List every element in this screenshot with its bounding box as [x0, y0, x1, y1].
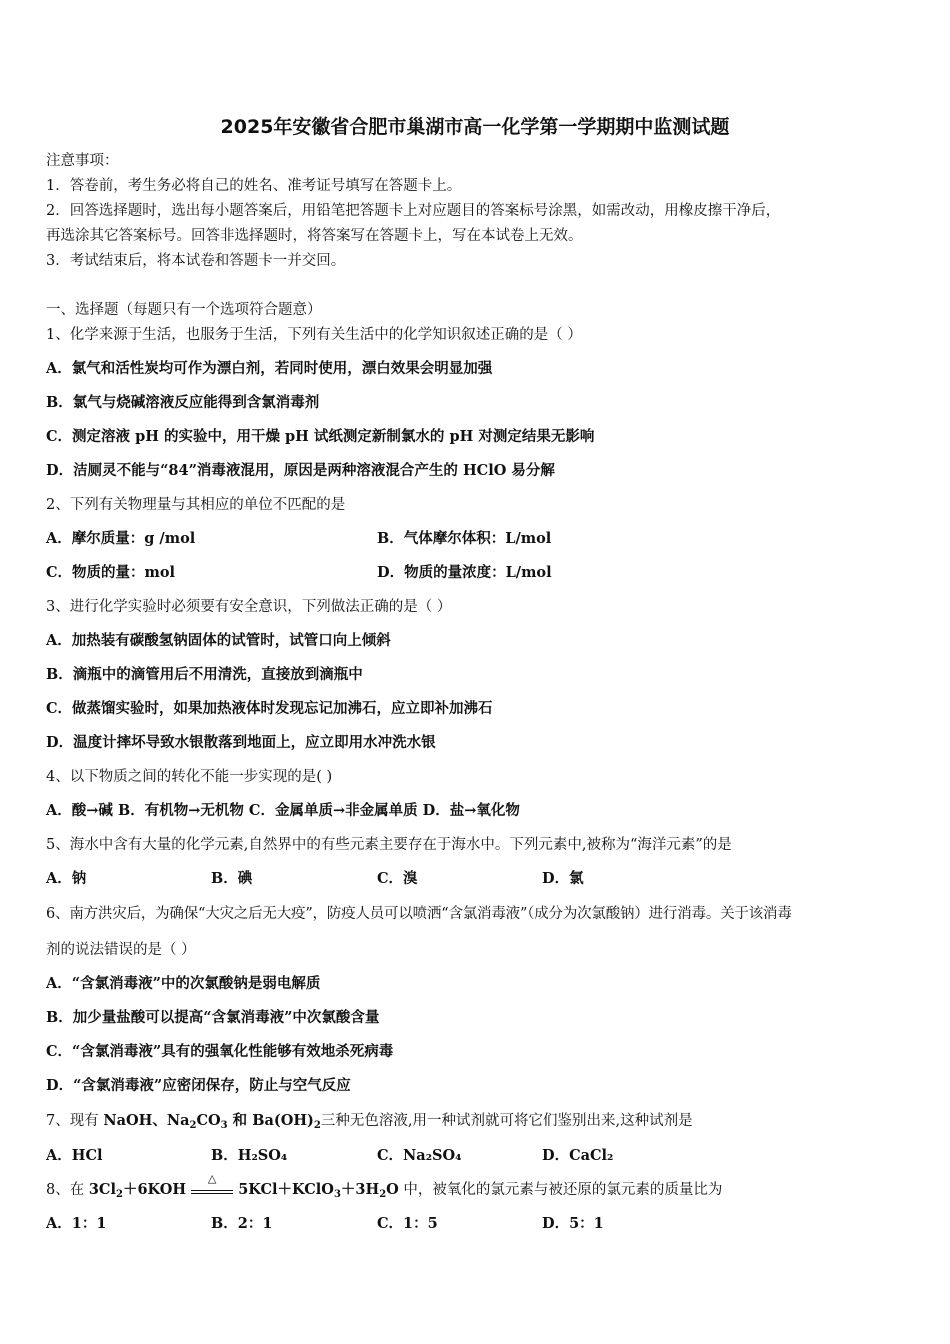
- q7-option-d: D．CaCl₂: [542, 1147, 614, 1164]
- heat-symbol: △: [207, 1172, 217, 1185]
- q6-option-c: C．“含氯消毒液”具有的强氧化性能够有效地杀死病毒: [46, 1043, 394, 1060]
- q1-option-d: D．洁厕灵不能与“84”消毒液混用，原因是两种溶液混合产生的 HClO 易分解: [46, 462, 555, 479]
- q1-option-c: C．测定溶液 pH 的实验中，用干燥 pH 试纸测定新制氯水的 pH 对测定结果无影响: [46, 428, 595, 445]
- q7-option-a: A．HCl: [46, 1147, 103, 1164]
- q8-option-b: B．2：1: [211, 1215, 273, 1232]
- section-heading: 一、选择题（每题只有一个选项符合题意）: [46, 302, 322, 318]
- q7-formula: NaOH、$Na_2CO_3$ 和 $Ba(OH)_2$: [103, 1112, 321, 1131]
- q8-option-a: A．1：1: [46, 1215, 107, 1232]
- q8-stem: [46, 1172, 723, 1205]
- q1-option-a: A．氯气和活性炭均可作为漂白剂，若同时使用，漂白效果会明显加强: [46, 360, 493, 377]
- q3-option-a: A．加热装有碳酸氢钠固体的试管时，试管口向上倾斜: [46, 632, 391, 649]
- notice-item-3: 3．考试结束后，将本试卷和答题卡一并交回。: [46, 253, 346, 269]
- q5-option-a: A．钠: [46, 870, 87, 887]
- q6-stem-line1: 6、南方洪灾后，为确保“大灾之后无大疫”，防疫人员可以喷洒“含氯消毒液”（成分为次氯酸钠）进行消毒。关于该消毒: [46, 906, 792, 922]
- q7-stem-suffix: 三种无色溶液,用一种试剂就可将它们鉴别出来,这种试剂是: [320, 1113, 693, 1129]
- q6-stem-line2: 剂的说法错误的是（ ）: [46, 942, 196, 958]
- q8-equation: $3Cl_2+6KOH$ △ $5KCl+KClO_3+3H_2O$: [89, 1181, 399, 1198]
- q2-option-a: A．摩尔质量：g /mol: [46, 530, 196, 547]
- q4-stem: 4、以下物质之间的转化不能一步实现的是( ): [46, 769, 333, 785]
- q8-option-c: C．1：5: [377, 1215, 438, 1232]
- q5-option-c: C．溴: [377, 870, 418, 887]
- q4-options: A．酸→碱 B．有机物→无机物 C．金属单质→非金属单质 D．盐→氧化物: [46, 802, 520, 819]
- q7-option-c: C．Na₂SO₄: [377, 1147, 462, 1164]
- q8-stem-prefix: 8、在: [46, 1182, 89, 1198]
- q2-stem: 2、下列有关物理量与其相应的单位不匹配的是: [46, 497, 346, 513]
- q1-stem: 1、化学来源于生活，也服务于生活，下列有关生活中的化学知识叙述正确的是（ ）: [46, 327, 582, 343]
- notice-item-1: 1．答卷前，考生务必将自己的姓名、准考证号填写在答题卡上。: [46, 178, 462, 194]
- q2-option-b: B．气体摩尔体积：L/mol: [377, 530, 552, 547]
- q8-option-d: D．5：1: [542, 1215, 604, 1232]
- q3-option-c: C．做蒸馏实验时，如果加热液体时发现忘记加沸石，应立即补加沸石: [46, 700, 493, 717]
- q5-option-b: B．碘: [211, 870, 253, 887]
- q7-stem: [46, 1111, 693, 1136]
- heat-arrow: [191, 1172, 233, 1194]
- q7-option-b: B．H₂SO₄: [211, 1147, 288, 1164]
- q7-stem-prefix: 7、现有: [46, 1113, 104, 1129]
- q6-option-b: B．加少量盐酸可以提高“含氯消毒液”中次氯酸含量: [46, 1009, 380, 1026]
- q8-stem-suffix: 中，被氧化的氯元素与被还原的氯元素的质量比为: [398, 1182, 723, 1198]
- q5-option-d: D．氯: [542, 870, 584, 887]
- q6-option-d: D．“含氯消毒液”应密闭保存，防止与空气反应: [46, 1077, 351, 1094]
- page-title: 2025年安徽省合肥市巢湖市高一化学第一学期期中监测试题: [220, 116, 730, 138]
- q3-option-d: D．温度计摔坏导致水银散落到地面上，应立即用水冲洗水银: [46, 734, 436, 751]
- notice-heading: 注意事项：: [46, 153, 119, 169]
- notice-item-2: 2．回答选择题时，选出每小题答案后，用铅笔把答题卡上对应题目的答案标号涂黑，如需改动，用橡皮擦干净后，: [46, 203, 781, 219]
- notice-item-2-cont: 再选涂其它答案标号。回答非选择题时，将答案写在答题卡上，写在本试卷上无效。: [46, 228, 583, 244]
- q5-stem: 5、海水中含有大量的化学元素,自然界中的有些元素主要存在于海水中。下列元素中,被称为“海洋元素”的是: [46, 837, 732, 853]
- q3-stem: 3、进行化学实验时必须要有安全意识，下列做法正确的是（ ）: [46, 599, 452, 615]
- q1-option-b: B．氯气与烧碱溶液反应能得到含氯消毒剂: [46, 394, 320, 411]
- q2-option-d: D．物质的量浓度：L/mol: [377, 564, 552, 581]
- q2-option-c: C．物质的量：mol: [46, 564, 176, 581]
- q3-option-b: B．滴瓶中的滴管用后不用清洗，直接放到滴瓶中: [46, 666, 363, 683]
- q6-option-a: A．“含氯消毒液”中的次氯酸钠是弱电解质: [46, 975, 321, 992]
